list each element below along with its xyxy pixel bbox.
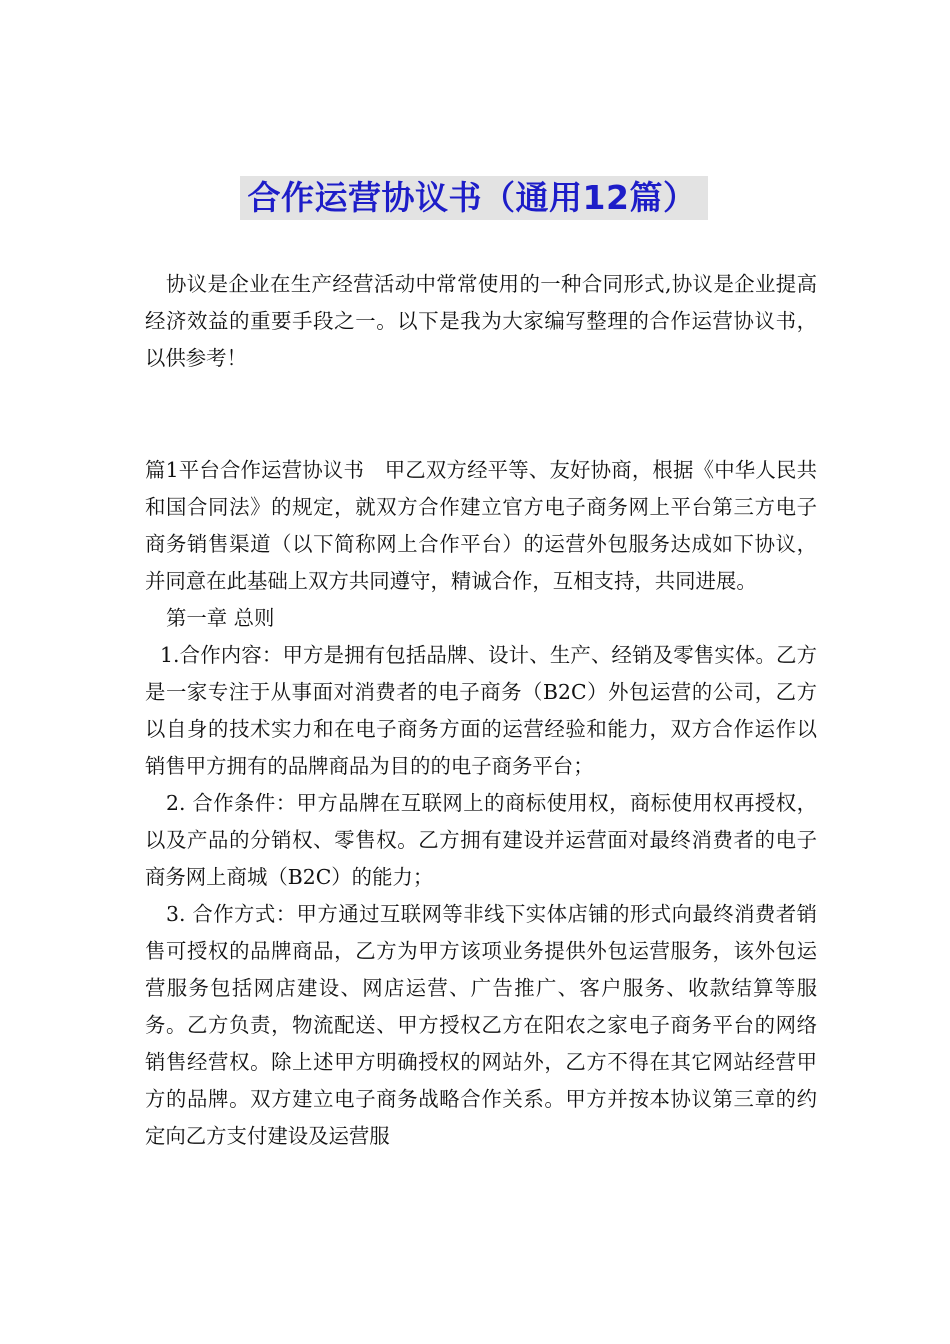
title-container [0, 176, 950, 220]
intro-paragraph: 协议是企业在生产经营活动中常常使用的一种合同形式,协议是企业提高经济效益的重要手段之一。以下是我为大家编写整理的合作运营协议书，以供参考！ [145, 272, 817, 370]
clause3-paragraph: 3. 合作方式：甲方通过互联网等非线下实体店铺的形式向最终消费者销售可授权的品牌商品，乙方为甲方该项业务提供外包运营服务，该外包运营服务包括网店建设、网店运营、广告推广、客户服务、收款结算等服务。乙方负责，物流配送、甲方授权乙方在阳农之家电子商务平台的网络销售经营权。除上述甲方明确授权的网站外，乙方不得在其它网站经营甲方的品牌。双方建立电子商务战略合作关系。甲方并按本协议第三章的约定向乙方支付建设及运营服 [145, 902, 817, 1148]
chapter1-heading: 第一章 总则 [166, 606, 275, 630]
section1-block [145, 452, 817, 1155]
intro-block [145, 266, 817, 377]
clause2-paragraph: 2. 合作条件：甲方品牌在互联网上的商标使用权，商标使用权再授权，以及产品的分销权、零售权。乙方拥有建设并运营面对最终消费者的电子商务网上商城（B2C）的能力； [145, 791, 817, 889]
section1-opening-paragraph: 篇1平台合作运营协议书 甲乙双方经平等、友好协商，根据《中华人民共和国合同法》的规定，就双方合作建立官方电子商务网上平台第三方电子商务销售渠道（以下简称网上合作平台）的运营外包服务达成如下协议，并同意在此基础上双方共同遵守，精诚合作，互相支持，共同进展。 [145, 458, 817, 593]
document-title: 合作运营协议书（通用12篇） [240, 176, 709, 220]
clause1-paragraph: 1.合作内容：甲方是拥有包括品牌、设计、生产、经销及零售实体。乙方是一家专注于从事面对消费者的电子商务（B2C）外包运营的公司，乙方以自身的技术实力和在电子商务方面的运营经验和能力，双方合作运作以销售甲方拥有的品牌商品为目的的电子商务平台； [145, 643, 817, 778]
